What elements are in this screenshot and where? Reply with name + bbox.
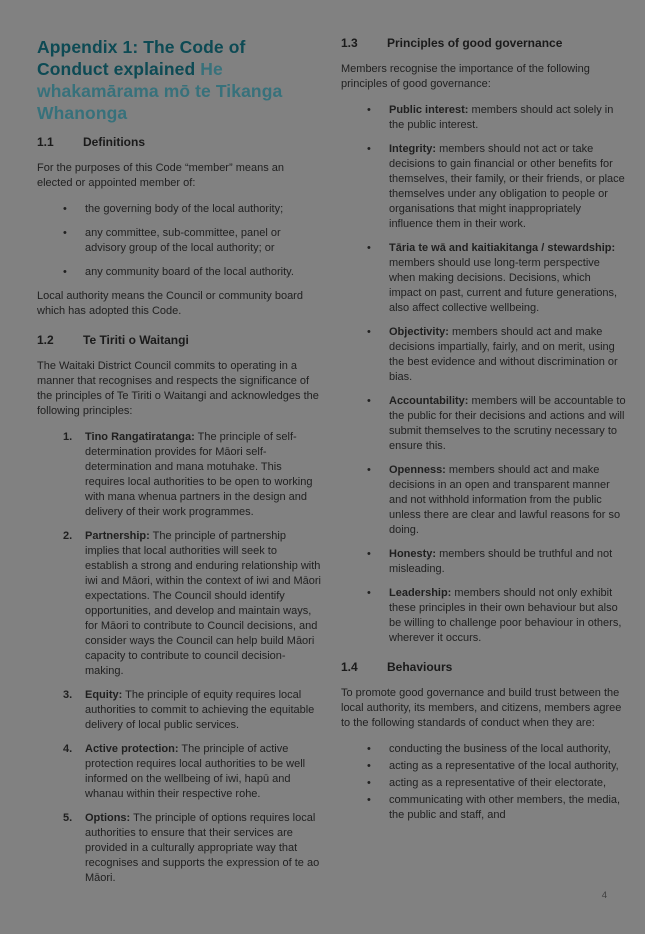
list-item	[341, 776, 626, 791]
section-number: 1.4	[341, 660, 358, 674]
list-item	[341, 463, 626, 538]
numbered-item	[37, 811, 322, 886]
page-title-english: Appendix 1: The Code of Conduct explained	[37, 37, 246, 79]
item-lead: Integrity:	[389, 143, 437, 155]
bullet-icon: •	[367, 587, 371, 599]
list-item-text	[389, 586, 626, 646]
section-number: 1.1	[37, 135, 54, 149]
list-item-text	[389, 547, 626, 577]
section-heading-behaviours	[341, 660, 626, 675]
list-item-text	[389, 142, 626, 232]
behaviours-bullet-list	[341, 742, 626, 823]
list-item-text: any committee, sub-committee, panel or advisory group of the local authority; or	[85, 227, 281, 254]
numbered-item-text	[85, 688, 322, 733]
governance-bullet-list	[341, 103, 626, 646]
item-body: members will be accountable to the public for their decisions and actions and will submit themselves to the scrutiny necessary to ensure this.	[389, 395, 626, 452]
item-number: 2.	[63, 530, 73, 542]
item-body: members should act and make decisions in an open and transparent manner and not withhold information from the public unless there are clear and lawful reasons for so doing.	[389, 464, 621, 536]
numbered-item-text	[85, 742, 322, 802]
bullet-icon: •	[367, 464, 371, 476]
numbered-item	[37, 742, 322, 802]
left-column	[37, 36, 322, 895]
item-number: 5.	[63, 812, 73, 824]
item-body: The principle of options requires local authorities to ensure that their services are provided in a culturally appropriate way that recognises and supports the expression of te ao Māori.	[85, 812, 320, 884]
numbered-item-text	[85, 811, 322, 886]
bullet-icon: •	[367, 743, 371, 755]
behaviours-intro-paragraph: To promote good governance and build trust between the local authority, its members, and citizens, members agree to the following standards of conduct when they are:	[341, 687, 622, 729]
numbered-item	[37, 529, 322, 679]
list-item	[341, 742, 626, 757]
list-item-text	[389, 463, 626, 538]
list-item	[341, 793, 626, 823]
numbered-item-text	[85, 529, 322, 679]
item-body: The principle of partnership implies that local authorities will seek to establish a strong and enduring relationship with iwi and Māori, within the context of iwi and Māori expectations. The Council should identify opportunities, and develop and maintain ways, for Māori to contribute to Council decisions, and consider ways the Council can help build Māori capacity to contribute to council decision-making.	[85, 530, 321, 677]
page-number: 4	[601, 890, 607, 901]
section-heading-te-tiriti	[37, 333, 322, 348]
bullet-icon: •	[367, 242, 371, 254]
list-item	[37, 226, 322, 256]
list-item-text: communicating with other members, the media, the public and staff, and	[389, 794, 621, 821]
numbered-item	[37, 688, 322, 733]
list-item-text: acting as a representative of the local authority,	[389, 760, 619, 772]
list-item	[341, 394, 626, 454]
item-lead: Active protection:	[85, 743, 179, 755]
section-number: 1.2	[37, 333, 54, 347]
list-item	[341, 759, 626, 774]
right-column	[341, 36, 626, 895]
item-lead: Tāria te wā and kaitiakitanga / stewardship:	[389, 242, 616, 254]
bullet-icon: •	[63, 266, 67, 278]
item-lead: Leadership:	[389, 587, 452, 599]
item-lead: Tino Rangatiratanga:	[85, 431, 195, 443]
list-item-text: the governing body of the local authority;	[85, 203, 284, 215]
list-item-text	[389, 103, 626, 133]
list-item-text: conducting the business of the local authority,	[389, 743, 611, 755]
numbered-item	[37, 430, 322, 520]
list-item	[341, 547, 626, 577]
bullet-icon: •	[367, 326, 371, 338]
bullet-icon: •	[367, 143, 371, 155]
list-item-text: any community board of the local authority.	[85, 266, 294, 278]
item-lead: Honesty:	[389, 548, 437, 560]
list-item	[37, 202, 322, 217]
section-heading-governance	[341, 36, 626, 51]
bullet-icon: •	[367, 395, 371, 407]
section-label: Behaviours	[387, 660, 453, 674]
section-label: Definitions	[83, 135, 145, 149]
list-item	[341, 325, 626, 385]
item-number: 4.	[63, 743, 73, 755]
item-lead: Accountability:	[389, 395, 469, 407]
list-item	[341, 586, 626, 646]
list-item-text: acting as a representative of their electorate,	[389, 777, 607, 789]
bullet-icon: •	[367, 760, 371, 772]
item-body: The principle of active protection requires local authorities to be well informed on the wellbeing of iwi, hapū and whanau within their respective rohe.	[85, 743, 306, 800]
section-heading-definitions	[37, 135, 322, 150]
section-label: Principles of good governance	[387, 36, 563, 50]
te-tiriti-intro-paragraph: The Waitaki District Council commits to operating in a manner that recognises and respects the significance of the principles of Te Tiriti o Waitangi and acknowledges the following principles:	[37, 360, 319, 417]
bullet-icon: •	[367, 104, 371, 116]
list-item	[341, 142, 626, 232]
item-number: 1.	[63, 431, 73, 443]
item-body: The principle of equity requires local authorities to commit to achieving the equitable delivery of local public services.	[85, 689, 315, 731]
definitions-note-paragraph: Local authority means the Council or community board which has adopted this Code.	[37, 290, 303, 317]
item-body: members should act solely in the public interest.	[389, 104, 614, 131]
item-lead: Public interest:	[389, 104, 469, 116]
item-body: members should not only exhibit these principles in their own behaviour but also be willing to challenge poor behaviour in others, wherever it occurs.	[389, 587, 622, 644]
list-item	[341, 103, 626, 133]
page-title	[37, 36, 322, 124]
item-lead: Options:	[85, 812, 131, 824]
item-body: The principle of self-determination provides for Māori self-determination and mana motuhake. This requires local authorities to be open to working with mana whenua partners in the design and delivery of their work programmes.	[85, 431, 313, 518]
item-lead: Openness:	[389, 464, 446, 476]
definitions-bullet-list	[37, 202, 322, 280]
governance-intro-paragraph: Members recognise the importance of the following principles of good governance:	[341, 63, 590, 90]
bullet-icon: •	[367, 777, 371, 789]
numbered-item-text	[85, 430, 322, 520]
item-lead: Equity:	[85, 689, 123, 701]
item-lead: Objectivity:	[389, 326, 449, 338]
item-body: members should act and make decisions impartially, fairly, and on merit, using the best evidence and without discrimination or bias.	[389, 326, 618, 383]
bullet-icon: •	[367, 548, 371, 560]
list-item	[341, 241, 626, 316]
item-body: members should not act or take decisions to gain financial or other benefits for themselves, their family, or their friends, or place themselves under any obligation to people or organisations that might inappropriately influence them in their work.	[389, 143, 625, 230]
item-lead: Partnership:	[85, 530, 150, 542]
section-number: 1.3	[341, 36, 358, 50]
bullet-icon: •	[63, 203, 67, 215]
list-item-text	[389, 394, 626, 454]
te-tiriti-numbered-list	[37, 430, 322, 886]
list-item	[37, 265, 322, 280]
section-label: Te Tiriti o Waitangi	[83, 333, 189, 347]
definitions-intro-paragraph: For the purposes of this Code “member” means an elected or appointed member of:	[37, 162, 285, 189]
item-body: members should use long-term perspective when making decisions. Decisions, which impact on past, current and future generations, also affect collective wellbeing.	[389, 257, 618, 314]
page-title-maori: He whakamārama mō te Tikanga Whanonga	[37, 59, 283, 123]
list-item-text	[389, 325, 626, 385]
item-number: 3.	[63, 689, 73, 701]
list-item-text	[389, 241, 626, 316]
bullet-icon: •	[63, 227, 67, 239]
bullet-icon: •	[367, 794, 371, 806]
item-body: members should be truthful and not misleading.	[389, 548, 613, 575]
